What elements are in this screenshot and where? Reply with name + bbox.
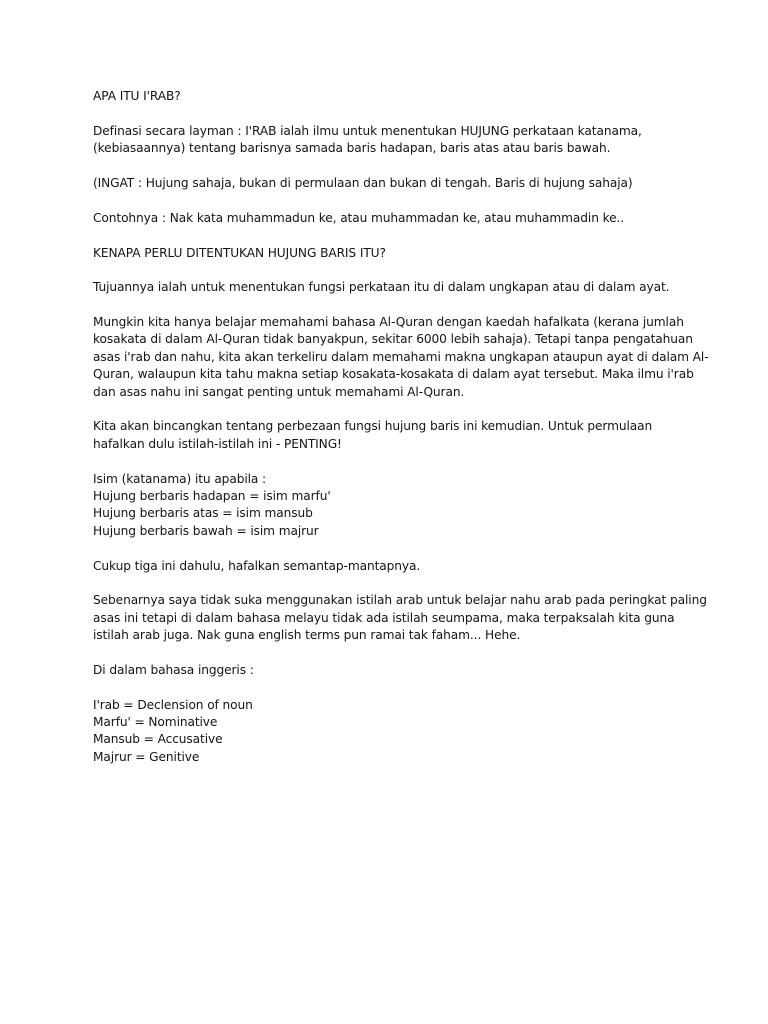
list-item: Hujung berbaris hadapan = isim marfu': [93, 488, 331, 503]
paragraph-line: kosakata di dalam Al-Quran tidak banyakpun, sekitar 6000 lebih sahaja). Tetapi tanpa pengatahuan: [93, 332, 693, 347]
paragraph-line: Kita akan bincangkan tentang perbezaan fungsi hujung baris ini kemudian. Untuk permulaan: [93, 419, 653, 434]
paragraph-line: hafalkan dulu istilah-istilah ini - PENTING!: [93, 436, 342, 451]
paragraph-line: Quran, walaupun kita tahu makna setiap kosakata-kosakata di dalam ayat tersebut. Maka ilmu i'rab: [93, 367, 694, 382]
list-item: Hujung berbaris atas = isim mansub: [93, 506, 313, 521]
paragraph-line: Mungkin kita hanya belajar memahami bahasa Al-Quran dengan kaedah hafalkata (kerana jumlah: [93, 315, 684, 330]
paragraph-line: istilah arab juga. Nak guna english terms pun ramai tak faham... Hehe.: [93, 628, 521, 643]
section-heading: KENAPA PERLU DITENTUKAN HUJUNG BARIS ITU?: [93, 245, 386, 260]
list-item: Marfu' = Nominative: [93, 715, 218, 730]
paragraph-line: asas ini tetapi di dalam bahasa melayu tidak ada istilah seumpama, maka terpaksalah kita guna: [93, 610, 675, 625]
paragraph-line: asas i'rab dan nahu, kita akan terkeliru dalam memahami makna ungkapan ataupun ayat di dalam Al-: [93, 349, 709, 364]
list-item: Hujung berbaris bawah = isim majrur: [93, 523, 319, 538]
paragraph-line: Cukup tiga ini dahulu, hafalkan semantap-mantapnya.: [93, 558, 421, 573]
paragraph-line: Definasi secara layman : I'RAB ialah ilmu untuk menentukan HUJUNG perkataan katanama,: [93, 123, 642, 138]
paragraph-line: Tujuannya ialah untuk menentukan fungsi perkataan itu di dalam ungkapan atau di dalam ayat.: [93, 280, 670, 295]
list-item: Isim (katanama) itu apabila :: [93, 471, 267, 486]
list-item: Mansub = Accusative: [93, 732, 223, 747]
paragraph-line: Di dalam bahasa inggeris :: [93, 662, 254, 677]
document-title: APA ITU I'RAB?: [93, 89, 181, 103]
paragraph-line: (kebiasaannya) tentang barisnya samada baris hadapan, baris atas atau baris bawah.: [93, 141, 611, 156]
list-item: I'rab = Declension of noun: [93, 697, 253, 712]
list-item: Majrur = Genitive: [93, 749, 200, 764]
document-body: [93, 88, 709, 766]
paragraph-line: Sebenarnya saya tidak suka menggunakan istilah arab untuk belajar nahu arab pada peringkat paling: [93, 593, 707, 608]
paragraph-line: dan asas nahu ini sangat penting untuk memahami Al-Quran.: [93, 384, 465, 399]
paragraph-line: Contohnya : Nak kata muhammadun ke, atau muhammadan ke, atau muhammadin ke..: [93, 210, 625, 225]
paragraph-line: (INGAT : Hujung sahaja, bukan di permulaan dan bukan di tengah. Baris di hujung sahaja): [93, 175, 633, 190]
